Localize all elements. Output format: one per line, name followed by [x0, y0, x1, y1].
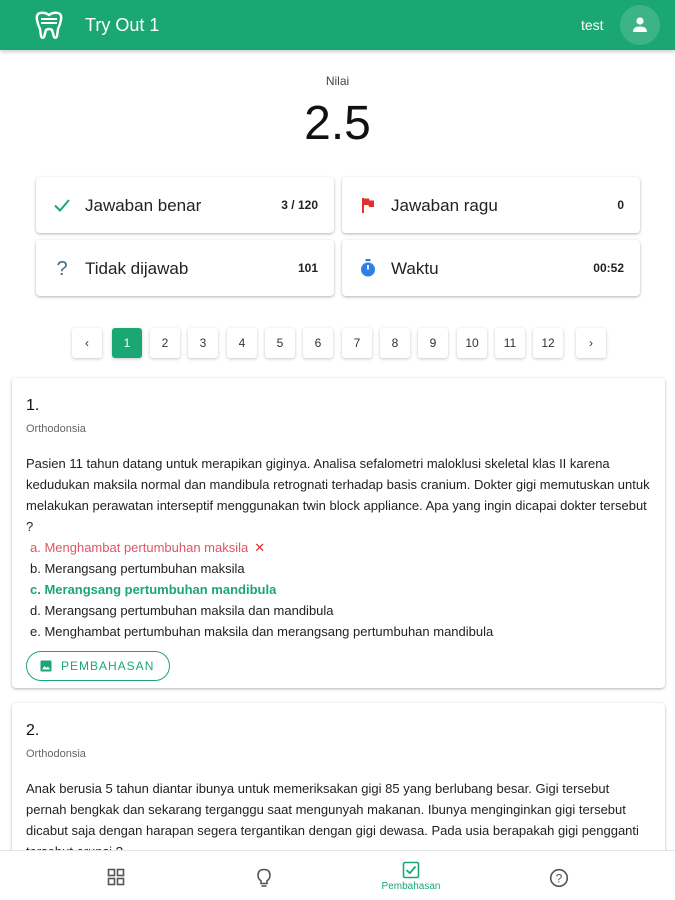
check-icon [52, 195, 72, 215]
pager-page-7[interactable]: 7 [342, 328, 372, 358]
score-value: 2.5 [304, 97, 371, 150]
pager-prev-button[interactable]: ‹ [72, 328, 102, 358]
pager-page-11[interactable]: 11 [495, 328, 525, 358]
stat-label-unanswered: Tidak dijawab [85, 259, 189, 278]
stat-value-correct: 3 / 120 [281, 198, 318, 212]
option-a-wrong [30, 540, 265, 556]
pager-page-9[interactable]: 9 [418, 328, 448, 358]
option-text: a. Menghambat pertumbuhan maksila [30, 540, 249, 555]
question-text: Pasien 11 tahun datang untuk merapikan giginya. Analisa sefalometri maloklusi skeletal klas II karena kedudukan maksila normal dan mandibula retrognati terhadap basis cranium. Dokter gigi memutuskan untuk melakukan perawatan interseptif menggunakan twin block appliance. Apa yang ingin dicapai dokter tersebut ? [26, 456, 650, 534]
option-b: b. Merangsang pertumbuhan maksila [30, 561, 245, 576]
question-icon [52, 258, 72, 278]
svg-text:?: ? [555, 871, 563, 886]
stopwatch-icon [358, 258, 378, 278]
pager-page-1[interactable]: 1 [112, 328, 142, 358]
pager-page-2[interactable]: 2 [150, 328, 180, 358]
stat-label-correct: Jawaban benar [85, 196, 202, 215]
pager-page-5[interactable]: 5 [265, 328, 295, 358]
stat-value-doubt: 0 [617, 198, 624, 212]
nav-label-pembahasan: Pembahasan [381, 881, 441, 892]
stat-value-time: 00:52 [593, 261, 624, 275]
question-card [12, 378, 665, 688]
pager-page-4[interactable]: 4 [227, 328, 257, 358]
option-e: e. Menghambat pertumbuhan maksila dan merangsang pertumbuhan mandibula [30, 624, 494, 639]
stat-card-correct [36, 177, 334, 233]
grid-icon [107, 868, 125, 886]
pembahasan-label: PEMBAHASAN [61, 659, 155, 673]
stat-card-time [342, 240, 640, 296]
user-name: test [581, 17, 604, 33]
wrong-mark-icon: ✕ [254, 540, 266, 555]
stat-card-unanswered [36, 240, 334, 296]
option-c-correct: c. Merangsang pertumbuhan mandibula [30, 582, 277, 597]
user-avatar-button[interactable] [620, 5, 660, 45]
app-title: Try Out 1 [85, 15, 160, 35]
stat-label-doubt: Jawaban ragu [391, 196, 498, 215]
nav-item-tips[interactable] [214, 851, 314, 900]
stat-value-unanswered: 101 [297, 261, 318, 275]
stat-card-doubt [342, 177, 640, 233]
nav-item-pembahasan[interactable] [361, 851, 461, 900]
pager-next-button[interactable]: › [576, 328, 606, 358]
question-number: 1. [26, 397, 40, 414]
bottom-navigation [0, 850, 675, 900]
nav-item-grid[interactable] [66, 851, 166, 900]
nav-item-help[interactable] [509, 851, 609, 900]
question-topic: Orthodonsia [26, 748, 86, 760]
pager-page-12[interactable]: 12 [533, 328, 563, 358]
lightbulb-icon [256, 868, 272, 888]
pager-page-3[interactable]: 3 [188, 328, 218, 358]
image-icon [40, 660, 52, 672]
pager-page-8[interactable]: 8 [380, 328, 410, 358]
svg-text:?: ? [56, 258, 68, 278]
pembahasan-button[interactable] [26, 651, 170, 681]
flag-icon [358, 195, 378, 215]
score-label: Nilai [325, 74, 350, 88]
user-icon [631, 16, 649, 34]
pager-page-10[interactable]: 10 [457, 328, 487, 358]
tooth-logo-icon[interactable] [32, 8, 66, 42]
help-icon [549, 868, 569, 888]
checklist-icon [402, 861, 420, 879]
pager-page-6[interactable]: 6 [303, 328, 333, 358]
app-bar [0, 0, 675, 50]
option-d: d. Merangsang pertumbuhan maksila dan mandibula [30, 603, 334, 618]
stat-label-time: Waktu [391, 259, 439, 278]
question-text: Anak berusia 5 tahun diantar ibunya untuk memeriksakan gigi 85 yang berlubang besar. Gigi tersebut pernah bengkak dan sekarang terganggu saat mengunyah makanan. Ibunya menginginkan gigi tersebut dicabut saja dengan harapan segera tergantikan dengan gigi dewasa. Pada usia berapakah gigi pengganti [26, 781, 639, 838]
question-topic: Orthodonsia [26, 423, 86, 435]
question-number: 2. [26, 722, 40, 739]
